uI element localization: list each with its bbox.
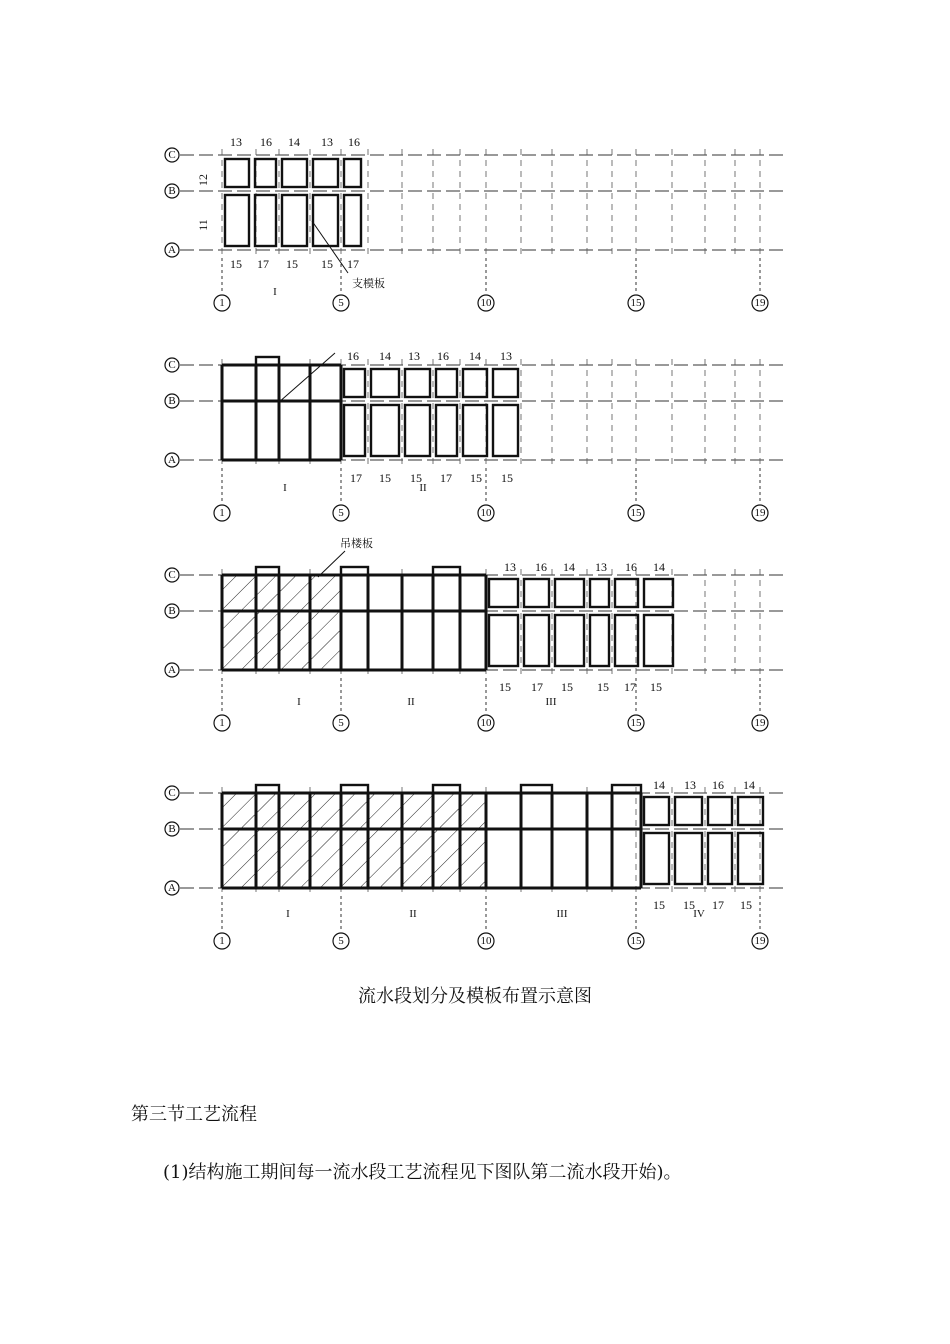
axis-col-label: 5	[338, 935, 344, 947]
axis-col-label: 19	[754, 717, 766, 729]
stage-label: II	[407, 696, 415, 708]
formwork-slab-bottom	[313, 195, 338, 246]
formwork-slab-top	[255, 159, 276, 187]
bottom-beam-label: 15	[410, 471, 422, 485]
top-beam-label: 16	[712, 778, 724, 792]
formwork-slab-bottom	[555, 615, 584, 666]
panel-2	[165, 349, 785, 521]
axis-col-label: 10	[480, 297, 492, 309]
axis-col-label: 1	[219, 717, 225, 729]
formwork-slab-bottom	[344, 195, 361, 246]
stage-label: II	[419, 482, 427, 494]
bottom-beam-label: 15	[230, 257, 242, 271]
stage-label: I	[273, 286, 277, 298]
top-beam-label: 16	[625, 560, 637, 574]
axis-col-label: 10	[480, 935, 492, 947]
formwork-slab-top	[644, 579, 673, 607]
panel-1	[165, 135, 785, 311]
bottom-beam-label: 15	[499, 680, 511, 694]
bottom-beam-label: 15	[561, 680, 573, 694]
formwork-slab-bottom	[225, 195, 249, 246]
axis-row-label: C	[168, 787, 176, 799]
top-beam-label: 14	[653, 778, 665, 792]
bottom-beam-label: 15	[286, 257, 298, 271]
top-beam-label: 13	[230, 135, 242, 149]
formwork-slab-top	[371, 369, 399, 397]
axis-col-label: 10	[480, 507, 492, 519]
formwork-slab-top	[590, 579, 609, 607]
callout-support-formwork: 支模板	[352, 277, 385, 290]
formwork-slab-bottom	[344, 405, 365, 456]
formwork-slab-bottom	[255, 195, 276, 246]
axis-row-label: C	[168, 359, 176, 371]
bottom-beam-label: 17	[712, 898, 724, 912]
side-label: 12	[196, 174, 210, 186]
bottom-beam-label: 15	[597, 680, 609, 694]
formwork-slab-top	[555, 579, 584, 607]
stage-label: II	[409, 908, 417, 920]
axis-col-label: 19	[754, 507, 766, 519]
formwork-slab-bottom	[675, 833, 702, 884]
formwork-slab-top	[313, 159, 338, 187]
top-beam-label: 14	[469, 349, 481, 363]
formwork-slab-bottom	[590, 615, 609, 666]
hatched-area	[222, 793, 486, 888]
panel-3	[165, 536, 785, 731]
formwork-slab-top	[344, 369, 365, 397]
panel-4	[165, 778, 785, 949]
bottom-beam-label: 17	[624, 680, 636, 694]
bottom-beam-label: 15	[650, 680, 662, 694]
top-beam-label: 13	[408, 349, 420, 363]
formwork-slab-top	[463, 369, 487, 397]
axis-row-label: C	[168, 149, 176, 161]
figure-caption: 流水段划分及模板布置示意图	[358, 986, 592, 1007]
axis-row-label: A	[168, 664, 176, 676]
formwork-slab-bottom	[463, 405, 487, 456]
formwork-slab-top	[644, 797, 669, 825]
axis-col-label: 19	[754, 935, 766, 947]
axis-col-label: 5	[338, 297, 344, 309]
formwork-slab-top	[344, 159, 361, 187]
top-beam-label: 13	[500, 349, 512, 363]
formwork-slab-top	[708, 797, 732, 825]
formwork-slab-bottom	[282, 195, 307, 246]
formwork-slab-top	[738, 797, 763, 825]
top-beam-label: 16	[260, 135, 272, 149]
formwork-slab-bottom	[371, 405, 399, 456]
axis-col-label: 15	[630, 507, 642, 519]
formwork-slab-top	[405, 369, 430, 397]
bottom-beam-label: 17	[347, 257, 359, 271]
axis-row-label: C	[168, 569, 176, 581]
axis-col-label: 1	[219, 297, 225, 309]
top-beam-label: 16	[347, 349, 359, 363]
bottom-beam-label: 15	[501, 471, 513, 485]
axis-col-label: 5	[338, 717, 344, 729]
axis-col-label: 5	[338, 507, 344, 519]
top-beam-label: 14	[653, 560, 665, 574]
stage-label: I	[283, 482, 287, 494]
formwork-slab-top	[493, 369, 518, 397]
formwork-slab-bottom	[644, 833, 669, 884]
formwork-slab-top	[282, 159, 307, 187]
axis-row-label: A	[168, 244, 176, 256]
callout-leader	[278, 353, 335, 403]
top-beam-label: 13	[321, 135, 333, 149]
bottom-beam-label: 17	[531, 680, 543, 694]
formwork-slab-bottom	[644, 615, 673, 666]
top-beam-label: 14	[288, 135, 300, 149]
top-beam-label: 13	[595, 560, 607, 574]
stage-label: IV	[693, 908, 705, 920]
formwork-slab-top	[615, 579, 638, 607]
formwork-slab-bottom	[436, 405, 457, 456]
section-heading: 第三节工艺流程	[131, 1104, 257, 1125]
callout-lift-slab: 吊楼板	[340, 537, 373, 550]
top-beam-label: 14	[743, 778, 755, 792]
side-label: 11	[196, 219, 210, 231]
axis-row-label: B	[168, 823, 176, 835]
axis-col-label: 1	[219, 935, 225, 947]
top-beam-label: 14	[379, 349, 391, 363]
bottom-beam-label: 17	[350, 471, 362, 485]
bottom-beam-label: 15	[321, 257, 333, 271]
stage-label: I	[297, 696, 301, 708]
stage-label: III	[545, 696, 557, 708]
bottom-beam-label: 15	[683, 898, 695, 912]
top-beam-label: 13	[504, 560, 516, 574]
bottom-beam-label: 15	[379, 471, 391, 485]
formwork-slab-top	[225, 159, 249, 187]
bottom-beam-label: 15	[653, 898, 665, 912]
formwork-slab-bottom	[615, 615, 638, 666]
axis-col-label: 15	[630, 935, 642, 947]
top-beam-label: 16	[437, 349, 449, 363]
formwork-slab-bottom	[524, 615, 549, 666]
axis-row-label: B	[168, 605, 176, 617]
axis-col-label: 10	[480, 717, 492, 729]
paragraph: (1)结构施工期间每一流水段工艺流程见下图队第二流水段开始)。	[163, 1162, 682, 1183]
axis-col-label: 15	[630, 297, 642, 309]
bottom-beam-label: 15	[740, 898, 752, 912]
axis-row-label: A	[168, 882, 176, 894]
formwork-slab-top	[675, 797, 702, 825]
top-beam-label: 16	[348, 135, 360, 149]
top-beam-label: 14	[563, 560, 575, 574]
axis-row-label: B	[168, 185, 176, 197]
axis-col-label: 15	[630, 717, 642, 729]
bottom-beam-label: 17	[257, 257, 269, 271]
axis-col-label: 1	[219, 507, 225, 519]
formwork-slab-bottom	[738, 833, 763, 884]
formwork-slab-bottom	[708, 833, 732, 884]
formwork-slab-bottom	[489, 615, 518, 666]
axis-row-label: B	[168, 395, 176, 407]
axis-col-label: 19	[754, 297, 766, 309]
hatched-area	[222, 575, 341, 670]
axis-row-label: A	[168, 454, 176, 466]
formwork-slab-top	[489, 579, 518, 607]
stage-label: I	[286, 908, 290, 920]
bottom-beam-label: 17	[440, 471, 452, 485]
bottom-beam-label: 15	[470, 471, 482, 485]
formwork-slab-bottom	[493, 405, 518, 456]
stage-label: III	[556, 908, 568, 920]
formwork-slab-top	[436, 369, 457, 397]
formwork-slab-top	[524, 579, 549, 607]
top-beam-label: 16	[535, 560, 547, 574]
formwork-slab-bottom	[405, 405, 430, 456]
top-beam-label: 13	[684, 778, 696, 792]
